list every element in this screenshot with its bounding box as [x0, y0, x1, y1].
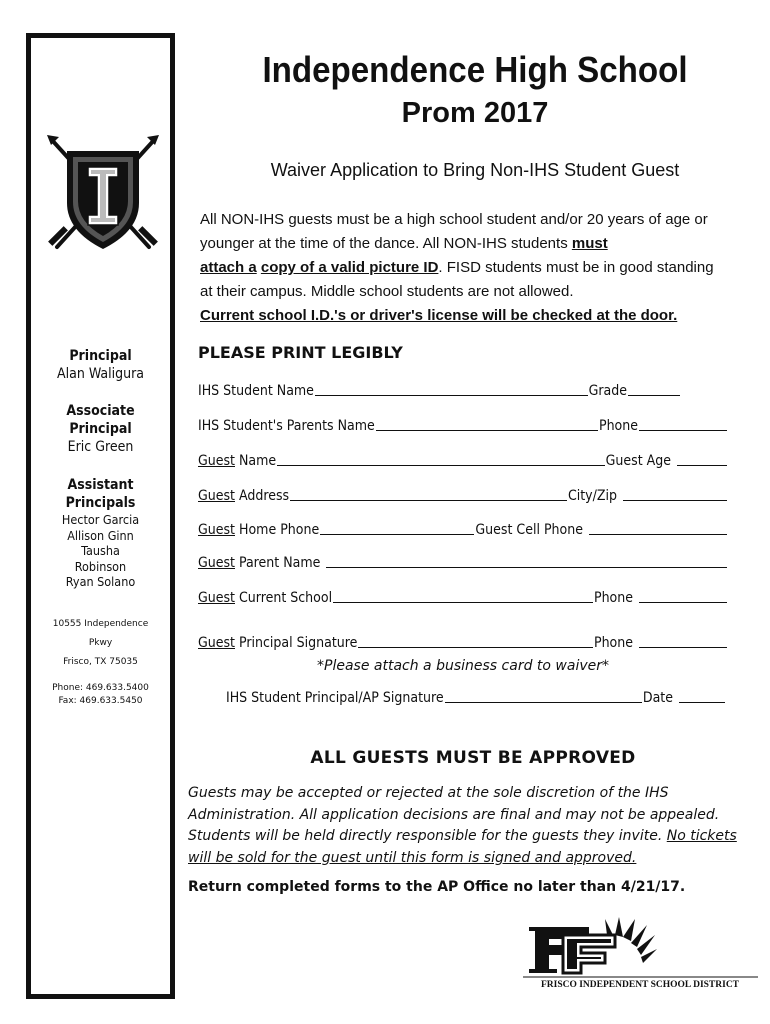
disclaimer-text: Guests may be accepted or rejected at the sole discretion of the IHS Administration. All application decisions are final and may not be appealed. Students will be held directly responsible for the guests they invite.: [188, 785, 720, 844]
school-contact: [31, 682, 170, 708]
ihs-student-name-label: IHS Student Name: [198, 383, 314, 399]
guest-current-school-label: [198, 590, 332, 606]
row-guest-address: [198, 484, 728, 504]
return-instructions: Return completed forms to the AP Office no later than 4/21/17.: [188, 879, 686, 895]
ihs-principal-sig-label: IHS Student Principal/AP Signature: [226, 690, 444, 706]
associate-block: [31, 402, 170, 456]
guest-current-school-field[interactable]: [333, 598, 593, 603]
frisco-isd-logo: [523, 915, 758, 990]
guest-cell-phone-field[interactable]: [589, 530, 727, 535]
guest-parent-name-field[interactable]: [326, 563, 727, 568]
guest-home-phone-text: Home Phone: [235, 522, 320, 538]
guest-name-label: [198, 453, 276, 469]
assistant-title: Assistant Principals: [65, 477, 136, 511]
city-zip-field[interactable]: [623, 496, 727, 501]
grade-label: Grade: [588, 383, 627, 399]
approval-heading: [188, 748, 758, 768]
guest-word: Guest: [198, 555, 235, 571]
school-phone-label: Phone: [593, 590, 633, 606]
phone-number: Phone: 469.633.5400: [52, 683, 149, 693]
guest-address-text: Address: [235, 488, 290, 504]
disclaimer-paragraph: [188, 783, 748, 869]
school-crest-logo: [45, 133, 161, 259]
school-address: [31, 615, 170, 672]
intro-attach: attach a: [200, 259, 257, 276]
row-ihs-principal: [226, 686, 726, 706]
guest-word: Guest: [198, 590, 235, 606]
guest-principal-sig-label: [198, 635, 357, 651]
school-name: Independence High School: [262, 49, 688, 90]
assistant-name: Hector Garcia: [61, 512, 140, 527]
parents-phone-label: Phone: [598, 418, 638, 434]
guest-address-field[interactable]: [290, 496, 567, 501]
no-tickets-text: No tickets will be sold for the guest until this form is signed and approved.: [188, 828, 737, 866]
approval-heading-text: ALL GUESTS MUST BE APPROVED: [310, 748, 636, 768]
intro-text-1: All NON-IHS guests must be a high school student and/or 20 years of age or younger at the time of the dance. All NON-IHS students: [200, 211, 708, 252]
guest-current-school-text: Current School: [235, 590, 333, 606]
guest-word: Guest: [198, 488, 235, 504]
guest-principal-sig-text: Principal Signature: [235, 635, 358, 651]
guest-cell-phone-label: Guest Cell Phone: [475, 522, 583, 538]
row-guest-parent: [198, 551, 728, 571]
guest-parent-name-label: [198, 555, 320, 571]
form-title: Waiver Application to Bring Non-IHS Student Guest: [270, 160, 680, 180]
associate-name: Eric Green: [67, 439, 134, 455]
row-parents: [198, 414, 728, 434]
guest-word: Guest: [198, 453, 235, 469]
guest-word: Guest: [198, 635, 235, 651]
guest-principal-sig-field[interactable]: [358, 643, 593, 648]
city-zip-label: City/Zip: [567, 488, 617, 504]
guest-age-field[interactable]: [677, 461, 727, 466]
school-phone-field[interactable]: [639, 598, 727, 603]
intro-text-2: . FISD students must be in good standing at their campus. Middle school students are not allowed.: [200, 259, 714, 300]
sidebar: [26, 33, 175, 999]
guest-home-phone-field[interactable]: [320, 530, 474, 535]
guest-parent-name-text: Parent Name: [235, 555, 321, 571]
principal-phone-label: Phone: [593, 635, 633, 651]
row-guest-phones: [198, 518, 728, 538]
principal-block: [31, 347, 170, 383]
row-ihs-student: [198, 379, 728, 399]
assistant-block: [31, 476, 170, 590]
assistant-name: Tausha: [81, 543, 120, 558]
event-title: Prom 2017: [401, 97, 549, 129]
parents-name-label: IHS Student's Parents Name: [198, 418, 375, 434]
guest-name-field[interactable]: [277, 461, 604, 466]
address-line-3: Frisco, TX 75035: [63, 657, 138, 667]
associate-title: Associate Principal: [66, 403, 135, 437]
print-legibly-heading: PLEASE PRINT LEGIBLY: [198, 343, 403, 362]
guest-home-phone-label: [198, 522, 319, 538]
address-line-2: Pkwy: [88, 638, 113, 648]
assistant-name: Robinson: [74, 558, 127, 574]
row-guest-school: [198, 586, 728, 606]
intro-copy-id: copy of a valid picture ID: [260, 259, 439, 276]
business-card-note: *Please attach a business card to waiver*: [317, 658, 609, 674]
guest-word: Guest: [198, 522, 235, 538]
parents-phone-field[interactable]: [639, 426, 727, 431]
grade-field[interactable]: [628, 391, 680, 396]
parents-name-field[interactable]: [376, 426, 598, 431]
guest-age-label: Guest Age: [605, 453, 671, 469]
guest-name-text: Name: [235, 453, 277, 469]
ihs-principal-sig-field[interactable]: [445, 698, 642, 703]
row-guest-principal: [198, 631, 728, 651]
principal-name: Alan Waligura: [57, 366, 144, 382]
principal-phone-field[interactable]: [639, 643, 727, 648]
district-name: FRISCO INDEPENDENT SCHOOL DISTRICT: [540, 980, 740, 990]
fax-number: Fax: 469.633.5450: [58, 696, 143, 706]
guest-address-label: [198, 488, 289, 504]
intro-id-checked: Current school I.D.'s or driver's license will be checked at the door.: [200, 307, 678, 324]
ihs-student-name-field[interactable]: [315, 391, 588, 396]
assistant-name: Allison Ginn: [67, 527, 134, 543]
principal-title: Principal: [69, 348, 132, 364]
assistant-name: Ryan Solano: [65, 574, 136, 589]
date-field[interactable]: [679, 698, 725, 703]
address-line-1: 10555 Independence: [52, 619, 149, 629]
date-label: Date: [642, 690, 673, 706]
intro-paragraph: [200, 208, 730, 328]
intro-must: must: [571, 235, 608, 252]
row-guest-name: [198, 449, 728, 469]
